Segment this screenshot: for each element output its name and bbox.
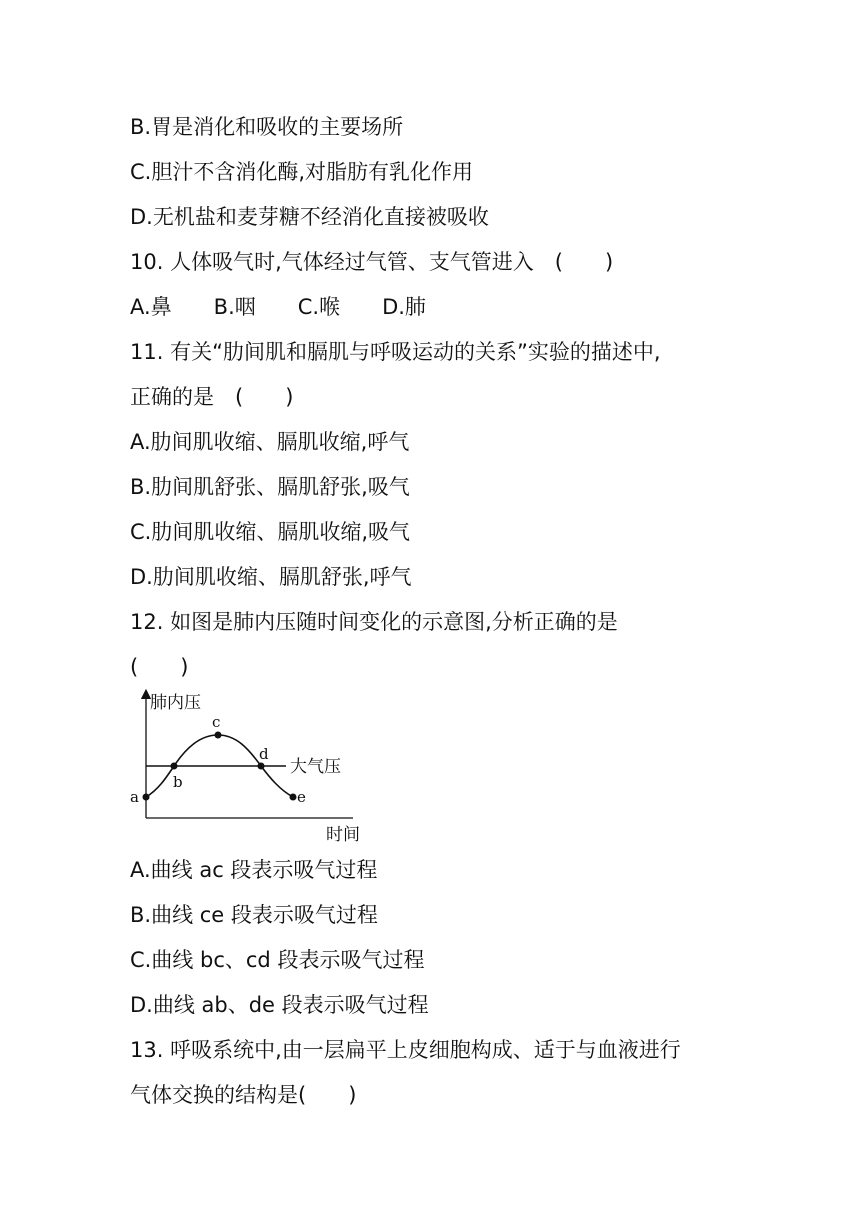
option-12d: D.曲线 ab、de 段表示吸气过程 (130, 993, 429, 1017)
option-11d: D.肋间肌收缩、膈肌舒张,呼气 (130, 565, 412, 589)
option-12a: A.曲线 ac 段表示吸气过程 (130, 858, 378, 882)
question-11-line2: 正确的是 ( ) (130, 385, 294, 409)
option-9c: C.胆汁不含消化酶,对脂肪有乳化作用 (130, 160, 474, 184)
point-e (290, 794, 297, 801)
question-10-options: A.鼻 B.咽 C.喉 D.肺 (130, 295, 426, 319)
option-11b: B.肋间肌舒张、膈肌舒张,吸气 (130, 475, 410, 499)
option-9d: D.无机盐和麦芽糖不经消化直接被吸收 (130, 205, 489, 229)
point-c (215, 732, 222, 739)
point-a (143, 794, 150, 801)
point-d (258, 763, 265, 770)
point-b (171, 763, 178, 770)
reference-line-label: 大气压 (290, 757, 341, 777)
option-12c: C.曲线 bc、cd 段表示吸气过程 (130, 948, 425, 972)
question-12-line1: 12. 如图是肺内压随时间变化的示意图,分析正确的是 (130, 610, 618, 634)
question-10: 10. 人体吸气时,气体经过气管、支气管进入 ( ) (130, 250, 614, 274)
y-axis-label: 肺内压 (150, 693, 201, 713)
label-e: e (297, 788, 306, 806)
question-13-line1: 13. 呼吸系统中,由一层扁平上皮细胞构成、适于与血液进行 (130, 1038, 681, 1062)
question-13-line2: 气体交换的结构是( ) (130, 1083, 357, 1107)
option-11c: C.肋间肌收缩、膈肌收缩,吸气 (130, 520, 411, 544)
lung-pressure-figure (128, 690, 368, 850)
lung-pressure-diagram (128, 690, 368, 850)
label-c: c (212, 713, 221, 731)
label-b: b (173, 773, 183, 791)
question-11-line1: 11. 有关“肋间肌和膈肌与呼吸运动的关系”实验的描述中, (130, 340, 661, 364)
label-d: d (259, 745, 269, 763)
question-12-line2: ( ) (130, 655, 189, 679)
x-axis-label: 时间 (326, 825, 360, 845)
option-12b: B.曲线 ce 段表示吸气过程 (130, 903, 378, 927)
option-11a: A.肋间肌收缩、膈肌收缩,呼气 (130, 430, 410, 454)
option-9b: B.胃是消化和吸收的主要场所 (130, 115, 404, 139)
label-a: a (130, 788, 139, 806)
